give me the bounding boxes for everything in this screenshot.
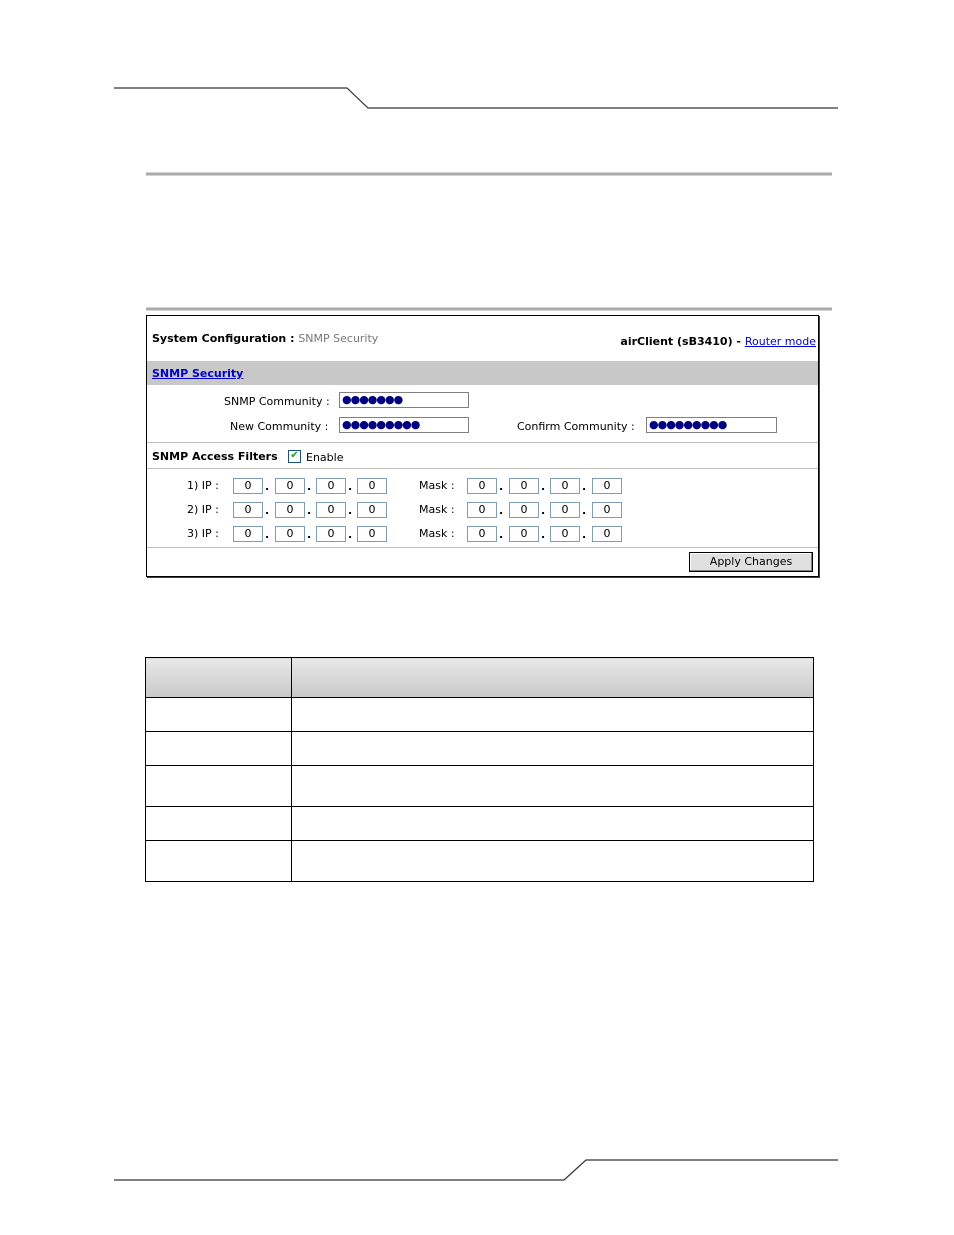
octet-separator: . (348, 480, 353, 493)
filter-ip-octet-input[interactable]: 0 (275, 478, 305, 494)
table-header-cell (292, 658, 814, 698)
filter-ip-octet-input[interactable]: 0 (357, 502, 387, 518)
device-label: airClient (sB3410) - (620, 335, 741, 348)
filter-mask-octet-input[interactable]: 0 (509, 478, 539, 494)
octet-separator: . (499, 504, 504, 517)
table-row (146, 732, 814, 766)
octet-separator: . (582, 480, 587, 493)
filter-ip-octet-input[interactable]: 0 (357, 478, 387, 494)
page-subtitle: SNMP Security (298, 332, 379, 345)
check-icon: ✔ (290, 450, 299, 461)
access-filters-label: SNMP Access Filters (152, 450, 278, 463)
table-cell (146, 766, 292, 807)
filter-ip-octet-input[interactable]: 0 (316, 502, 346, 518)
filter-ip-octet-input[interactable]: 0 (316, 478, 346, 494)
system-config-label: System Configuration : (152, 332, 295, 345)
filter-mask-octet-input[interactable]: 0 (550, 478, 580, 494)
filter-mask-octet-input[interactable]: 0 (467, 502, 497, 518)
divider (147, 547, 818, 548)
table-cell (292, 698, 814, 732)
table-cell (146, 841, 292, 882)
table-cell (292, 732, 814, 766)
octet-separator: . (541, 480, 546, 493)
footer-line (114, 1160, 838, 1180)
new-community-input[interactable]: ●●●●●●●●● (339, 417, 469, 433)
octet-separator: . (307, 504, 312, 517)
header-line (114, 88, 838, 108)
filter-ip-label: 1) IP : (187, 479, 219, 492)
octet-separator: . (348, 504, 353, 517)
table-header-cell (146, 658, 292, 698)
filter-ip-octet-input[interactable]: 0 (233, 502, 263, 518)
confirm-community-label: Confirm Community : (517, 420, 635, 433)
enable-checkbox[interactable] (288, 450, 301, 463)
snmp-community-input[interactable]: ●●●●●●● (339, 392, 469, 408)
filter-mask-label: Mask : (419, 479, 455, 492)
router-mode-link[interactable]: Router mode (744, 335, 816, 348)
section-header (147, 361, 818, 385)
filter-mask-octet-input[interactable]: 0 (592, 502, 622, 518)
octet-separator: . (265, 504, 270, 517)
table-cell (292, 807, 814, 841)
octet-separator: . (499, 480, 504, 493)
octet-separator: . (582, 528, 587, 541)
new-community-label: New Community : (230, 420, 329, 433)
apply-changes-button[interactable]: Apply Changes (689, 552, 813, 572)
table-cell (146, 698, 292, 732)
octet-separator: . (499, 528, 504, 541)
description-table (145, 657, 814, 882)
filter-mask-label: Mask : (419, 503, 455, 516)
filter-mask-octet-input[interactable]: 0 (550, 502, 580, 518)
filter-ip-octet-input[interactable]: 0 (233, 526, 263, 542)
snmp-community-label: SNMP Community : (224, 395, 330, 408)
snmp-security-panel (146, 315, 819, 577)
table-row (146, 766, 814, 807)
octet-separator: . (348, 528, 353, 541)
table-cell (292, 766, 814, 807)
divider (147, 442, 818, 443)
table-row (146, 841, 814, 882)
snmp-security-link[interactable]: SNMP Security (152, 367, 244, 380)
table-row (146, 807, 814, 841)
table-row (146, 698, 814, 732)
enable-label: Enable (306, 451, 344, 464)
octet-separator: . (265, 528, 270, 541)
table-header-row (146, 658, 814, 698)
octet-separator: . (265, 480, 270, 493)
divider (147, 468, 818, 469)
filter-mask-octet-input[interactable]: 0 (592, 478, 622, 494)
filter-ip-octet-input[interactable]: 0 (316, 526, 346, 542)
filter-mask-octet-input[interactable]: 0 (509, 526, 539, 542)
table-cell (146, 732, 292, 766)
filter-mask-octet-input[interactable]: 0 (592, 526, 622, 542)
filter-ip-octet-input[interactable]: 0 (275, 502, 305, 518)
table-cell (292, 841, 814, 882)
table-cell (146, 807, 292, 841)
octet-separator: . (307, 528, 312, 541)
filter-mask-octet-input[interactable]: 0 (509, 502, 539, 518)
filter-ip-label: 3) IP : (187, 527, 219, 540)
octet-separator: . (541, 528, 546, 541)
octet-separator: . (541, 504, 546, 517)
filter-ip-octet-input[interactable]: 0 (233, 478, 263, 494)
filter-ip-label: 2) IP : (187, 503, 219, 516)
page-title (152, 332, 378, 345)
filter-ip-octet-input[interactable]: 0 (357, 526, 387, 542)
device-info (620, 335, 816, 348)
octet-separator: . (582, 504, 587, 517)
filter-mask-octet-input[interactable]: 0 (467, 526, 497, 542)
filter-mask-octet-input[interactable]: 0 (467, 478, 497, 494)
filter-mask-octet-input[interactable]: 0 (550, 526, 580, 542)
filter-ip-octet-input[interactable]: 0 (275, 526, 305, 542)
confirm-community-input[interactable]: ●●●●●●●●● (646, 417, 777, 433)
filter-mask-label: Mask : (419, 527, 455, 540)
octet-separator: . (307, 480, 312, 493)
